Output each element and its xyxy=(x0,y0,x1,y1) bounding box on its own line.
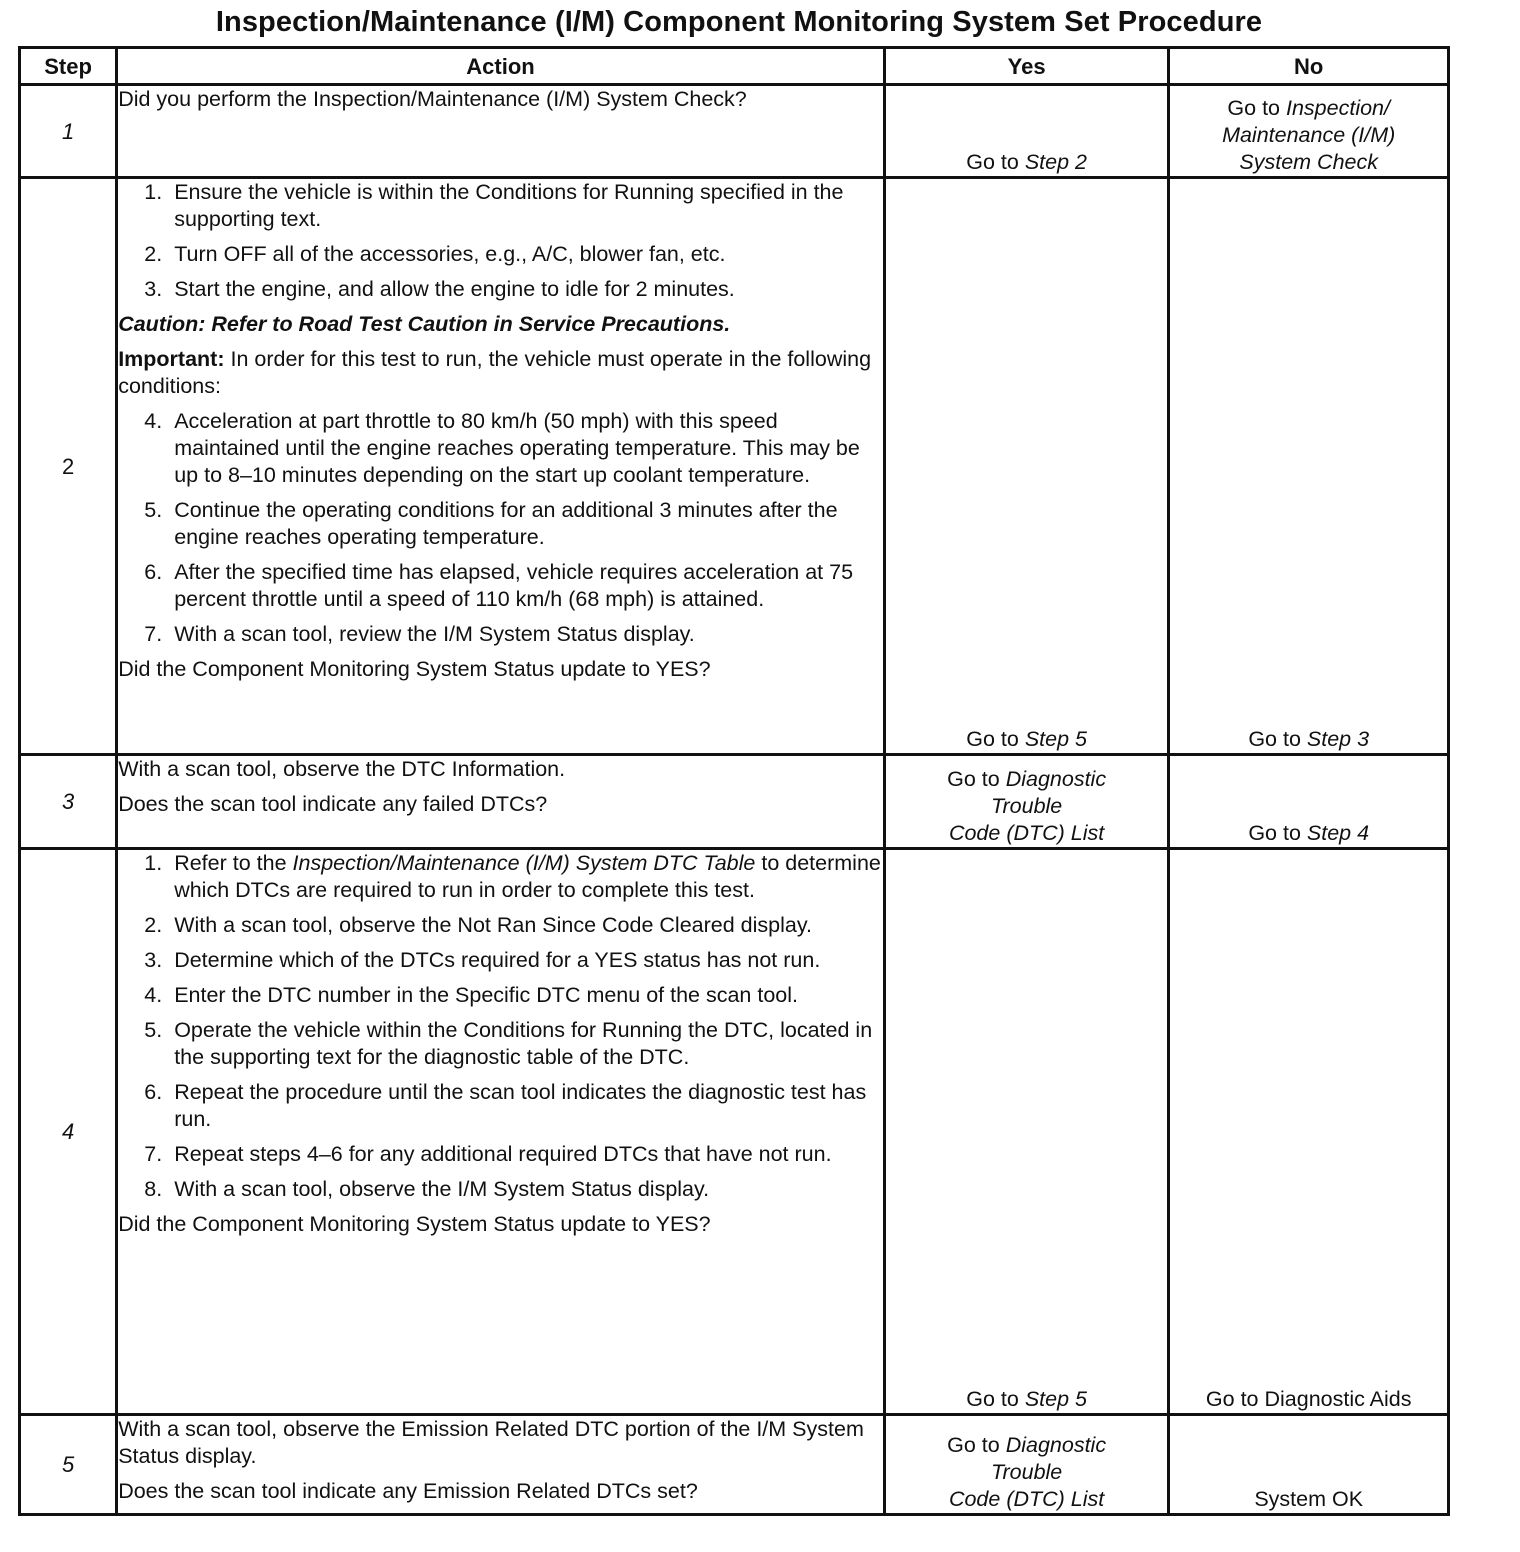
list-item: 3. Start the engine, and allow the engine to idle for 2 minutes. xyxy=(144,277,735,301)
header-action: Action xyxy=(117,48,885,85)
header-step: Step xyxy=(20,48,117,85)
step-number: 2 xyxy=(20,178,117,755)
step-number: 5 xyxy=(20,1415,117,1515)
no-text: Go to Diagnostic Aids xyxy=(1205,1387,1412,1411)
important-note xyxy=(118,346,883,400)
yes-target-line: Diagnostic xyxy=(1005,767,1107,791)
table-row xyxy=(20,85,1449,178)
action-question: Does the scan tool indicate any Emission Related DTCs set? xyxy=(118,1479,698,1503)
yes-cell xyxy=(884,178,1169,755)
action-cell xyxy=(117,849,885,1415)
yes-target-line: Code (DTC) List xyxy=(948,1487,1105,1511)
yes-prefix: Go to xyxy=(966,1387,1019,1411)
instruction-list xyxy=(118,850,883,1203)
yes-target-line: Diagnostic xyxy=(1005,1433,1107,1457)
action-cell xyxy=(117,755,885,849)
yes-target-line: Code (DTC) List xyxy=(948,821,1105,845)
no-prefix: Go to xyxy=(1248,821,1301,845)
page-title: Inspection/Maintenance (I/M) Component Monitoring System Set Procedure xyxy=(215,6,1263,38)
yes-cell xyxy=(884,755,1169,849)
action-cell xyxy=(117,178,885,755)
yes-prefix: Go to xyxy=(947,767,1000,791)
no-target: Step 4 xyxy=(1306,821,1370,845)
yes-cell xyxy=(884,849,1169,1415)
table-row xyxy=(20,849,1449,1415)
procedure-table xyxy=(18,46,1450,1516)
table-row xyxy=(20,755,1449,849)
header-yes: Yes xyxy=(884,48,1169,85)
important-text: In order for this test to run, the vehicle must operate in the following conditions: xyxy=(118,347,872,398)
header-no: No xyxy=(1169,48,1449,85)
no-cell xyxy=(1169,178,1449,755)
list-item: 7. With a scan tool, review the I/M System Status display. xyxy=(144,622,695,646)
list-item: 8. With a scan tool, observe the I/M System Status display. xyxy=(144,1177,710,1201)
yes-target: Step 5 xyxy=(1024,1387,1087,1411)
yes-target: Step 5 xyxy=(1024,727,1087,751)
list-item: 4. Acceleration at part throttle to 80 km/h (50 mph) with this speed maintained until the engine reaches operating temperature. This may be up to 8–10 minutes depending on the start up coolant temperature. xyxy=(144,409,860,487)
caution-note: Caution: Refer to Road Test Caution in Service Precautions. xyxy=(118,312,731,336)
list-item: 7. Repeat steps 4–6 for any additional required DTCs that have not run. xyxy=(144,1142,832,1166)
action-question: Did the Component Monitoring System Status update to YES? xyxy=(118,657,711,681)
action-text: With a scan tool, observe the DTC Information. xyxy=(118,757,566,781)
list-item: 1. Refer to the Inspection/Maintenance (I/M) System DTC Table to determine which DTCs are required to run in order to complete this test. xyxy=(144,851,881,902)
list-item: 1. Ensure the vehicle is within the Conditions for Running specified in the supporting text. xyxy=(144,180,844,231)
yes-cell xyxy=(884,85,1169,178)
yes-target: Step 2 xyxy=(1024,150,1087,174)
list-item: 5. Continue the operating conditions for an additional 3 minutes after the engine reaches operating temperature. xyxy=(144,498,838,549)
no-target-line: System Check xyxy=(1239,150,1378,174)
list-item: 3. Determine which of the DTCs required for a YES status has not run. xyxy=(144,948,821,972)
yes-cell xyxy=(884,1415,1169,1515)
yes-prefix: Go to xyxy=(947,1433,1000,1457)
instruction-list xyxy=(118,179,883,303)
no-text: System OK xyxy=(1254,1487,1364,1511)
step-number: 3 xyxy=(20,755,117,849)
list-item: 2. Turn OFF all of the accessories, e.g., A/C, blower fan, etc. xyxy=(144,242,726,266)
no-prefix: Go to xyxy=(1248,727,1301,751)
no-cell xyxy=(1169,85,1449,178)
header-row xyxy=(20,48,1449,85)
yes-target-line: Trouble xyxy=(990,794,1063,818)
no-target-line: Maintenance (I/M) xyxy=(1222,123,1396,147)
action-cell xyxy=(117,85,885,178)
list-item: 6. Repeat the procedure until the scan tool indicates the diagnostic test has run. xyxy=(144,1080,867,1131)
instruction-list xyxy=(118,408,883,648)
dtc-table-reference: Inspection/Maintenance (I/M) System DTC Table xyxy=(292,851,756,875)
list-item: 6. After the specified time has elapsed, vehicle requires acceleration at 75 percent throttle until a speed of 110 km/h (68 mph) is attained. xyxy=(144,560,854,611)
list-item: 5. Operate the vehicle within the Conditions for Running the DTC, located in the supporting text for the diagnostic table of the DTC. xyxy=(144,1018,873,1069)
action-text: With a scan tool, observe the Emission Related DTC portion of the I/M System Status display. xyxy=(118,1417,864,1468)
action-cell xyxy=(117,1415,885,1515)
table-row xyxy=(20,1415,1449,1515)
no-target: Step 3 xyxy=(1306,727,1370,751)
yes-target-line: Trouble xyxy=(990,1460,1063,1484)
step-number: 4 xyxy=(20,849,117,1415)
no-target-line: Inspection/ xyxy=(1286,96,1390,120)
action-question: Does the scan tool indicate any failed DTCs? xyxy=(118,792,548,816)
no-prefix: Go to xyxy=(1227,96,1281,120)
yes-prefix: Go to xyxy=(966,727,1019,751)
action-question: Did the Component Monitoring System Status update to YES? xyxy=(118,1212,711,1236)
no-cell xyxy=(1169,1415,1449,1515)
action-question: Did you perform the Inspection/Maintenance (I/M) System Check? xyxy=(118,87,747,111)
list-item: 4. Enter the DTC number in the Specific DTC menu of the scan tool. xyxy=(144,983,798,1007)
important-label: Important: xyxy=(118,347,225,371)
no-cell xyxy=(1169,755,1449,849)
step-number: 1 xyxy=(20,85,117,178)
table-row xyxy=(20,178,1449,755)
list-item: 2. With a scan tool, observe the Not Ran Since Code Cleared display. xyxy=(144,913,812,937)
yes-prefix: Go to xyxy=(966,150,1019,174)
no-cell xyxy=(1169,849,1449,1415)
